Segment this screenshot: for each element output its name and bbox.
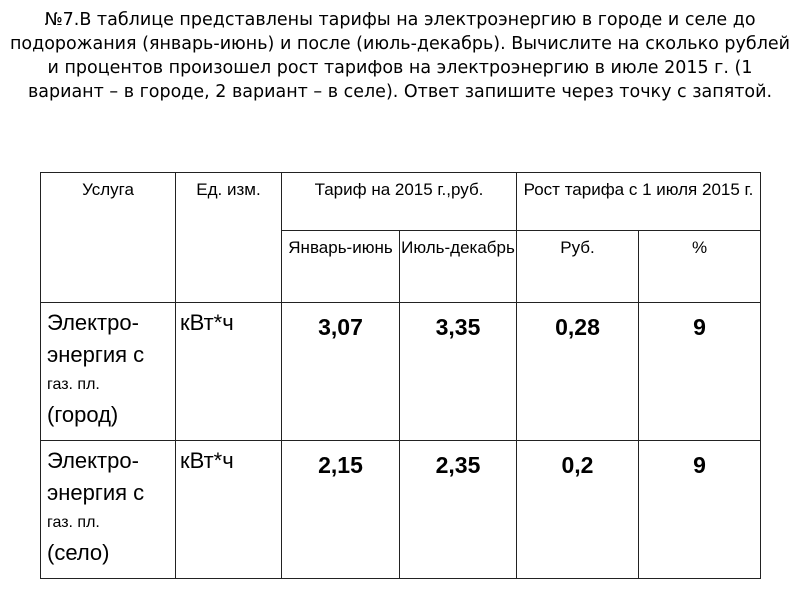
tariff-table — [40, 172, 761, 579]
table-row — [41, 441, 761, 579]
header-service: Услуга — [41, 173, 176, 303]
growth-percent-value: 9 — [639, 303, 761, 441]
header-percent: % — [639, 231, 761, 303]
service-note: газ. пл. — [47, 514, 100, 531]
jul-dec-value: 3,35 — [400, 303, 517, 441]
growth-rub-value: 0,2 — [517, 441, 639, 579]
header-jan-jun: Январь-июнь — [282, 231, 400, 303]
header-jul-dec: Июль-декабрь — [400, 231, 517, 303]
growth-rub-value: 0,28 — [517, 303, 639, 441]
growth-percent-value: 9 — [639, 441, 761, 579]
jan-jun-value: 3,07 — [282, 303, 400, 441]
service-place: (город) — [47, 402, 119, 427]
service-note: газ. пл. — [47, 376, 100, 393]
service-name: Электро-энергия с — [47, 310, 145, 367]
jan-jun-value: 2,15 — [282, 441, 400, 579]
service-place: (село) — [47, 540, 110, 565]
header-growth: Рост тарифа с 1 июля 2015 г. — [517, 173, 761, 231]
jul-dec-value: 2,35 — [400, 441, 517, 579]
service-cell — [41, 303, 176, 441]
header-unit: Ед. изм. — [176, 173, 282, 303]
task-text: №7.В таблице представлены тарифы на электроэнергию в городе и селе до подорожания (январь-июнь) и после (июль-декабрь). Вычислите на сколько рублей и процентов произошел рост тарифов на электроэнергию в июле 2015 г. (1 вариант – в городе, 2 вариант – в селе). Ответ запишите через точку с запятой. — [9, 10, 791, 102]
table-row — [41, 303, 761, 441]
header-tariff: Тариф на 2015 г.,руб. — [282, 173, 517, 231]
unit-cell: кВт*ч — [176, 441, 282, 579]
header-rub: Руб. — [517, 231, 639, 303]
service-cell — [41, 441, 176, 579]
service-name: Электро-энергия с — [47, 448, 145, 505]
unit-cell: кВт*ч — [176, 303, 282, 441]
header-row-1 — [41, 173, 761, 231]
